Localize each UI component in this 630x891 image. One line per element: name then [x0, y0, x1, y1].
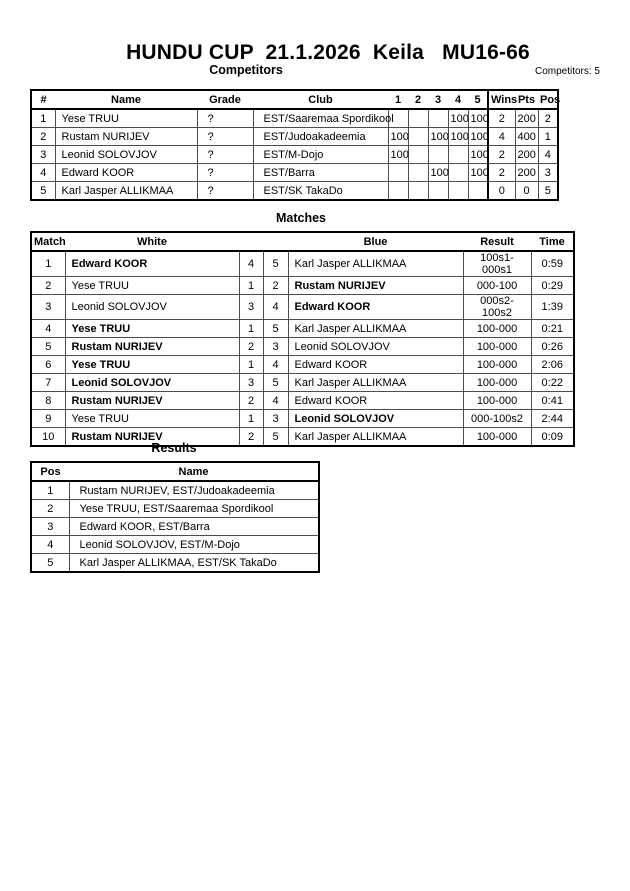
cross-col-3-header: 3: [428, 90, 448, 109]
table-row: [31, 392, 574, 410]
blue-competitor-cell: Karl Jasper ALLIKMAA: [288, 374, 463, 392]
competitor-number-header: #: [31, 90, 55, 109]
blue-number-cell: 3: [263, 338, 288, 356]
competitor-name-header: Name: [55, 90, 197, 109]
blue-competitor-cell: Leonid SOLOVJOV: [288, 338, 463, 356]
match-result-cell: 100-000: [463, 428, 531, 447]
cross-score-cell: [428, 182, 448, 201]
competitor-points-header: Pts: [515, 90, 538, 109]
competitor-wins-cell: 4: [488, 128, 515, 146]
cross-score-cell: [388, 182, 408, 201]
cross-score-cell: [448, 182, 468, 201]
white-competitor-header: White: [65, 232, 239, 251]
match-result-header: Result: [463, 232, 531, 251]
match-result-cell: 100-000: [463, 320, 531, 338]
competitor-grade-cell: ?: [197, 109, 253, 128]
competitor-wins-cell: 2: [488, 164, 515, 182]
blue-competitor-cell: Edward KOOR: [288, 356, 463, 374]
result-name-header: Name: [69, 462, 319, 481]
competitor-grade-cell: ?: [197, 128, 253, 146]
competitor-name-cell: Yese TRUU: [55, 109, 197, 128]
match-result-cell: 100s1-000s1: [463, 251, 531, 277]
white-number-cell: 1: [239, 356, 263, 374]
cross-score-cell: 100: [428, 164, 448, 182]
competitor-club-cell: EST/M-Dojo: [253, 146, 388, 164]
white-number-cell: 2: [239, 428, 263, 447]
table-row: [31, 295, 574, 320]
match-number-cell: 1: [31, 251, 65, 277]
match-number-cell: 4: [31, 320, 65, 338]
result-name-cell: Karl Jasper ALLIKMAA, EST/SK TakaDo: [69, 554, 319, 573]
competitor-number-cell: 5: [31, 182, 55, 201]
blue-competitor-cell: Karl Jasper ALLIKMAA: [288, 428, 463, 447]
result-position-cell: 5: [31, 554, 69, 573]
competitor-position-header: Pos: [538, 90, 558, 109]
result-name-cell: Edward KOOR, EST/Barra: [69, 518, 319, 536]
competitor-club-cell: EST/Judoakadeemia: [253, 128, 388, 146]
competitor-position-cell: 2: [538, 109, 558, 128]
competitor-name-cell: Karl Jasper ALLIKMAA: [55, 182, 197, 201]
competitor-position-cell: 1: [538, 128, 558, 146]
result-name-cell: Yese TRUU, EST/Saaremaa Spordikool: [69, 500, 319, 518]
match-time-cell: 0:09: [531, 428, 574, 447]
competitor-club-header: Club: [253, 90, 388, 109]
match-time-cell: 2:44: [531, 410, 574, 428]
competitor-number-cell: 3: [31, 146, 55, 164]
match-number-cell: 6: [31, 356, 65, 374]
match-number-cell: 9: [31, 410, 65, 428]
results-table: [30, 461, 320, 573]
result-name-cell: Rustam NURIJEV, EST/Judoakadeemia: [69, 481, 319, 500]
blue-number-cell: 4: [263, 392, 288, 410]
cross-score-cell: [408, 164, 428, 182]
result-position-cell: 3: [31, 518, 69, 536]
white-competitor-cell: Rustam NURIJEV: [65, 392, 239, 410]
competitor-grade-header: Grade: [197, 90, 253, 109]
result-position-cell: 1: [31, 481, 69, 500]
table-row: [31, 277, 574, 295]
competitor-wins-cell: 2: [488, 109, 515, 128]
blue-number-cell: 5: [263, 320, 288, 338]
white-competitor-cell: Leonid SOLOVJOV: [65, 295, 239, 320]
competitors-count: Competitors: 5: [534, 66, 600, 77]
competitor-name-cell: Edward KOOR: [55, 164, 197, 182]
blue-number-cell: 2: [263, 277, 288, 295]
result-name-cell: Leonid SOLOVJOV, EST/M-Dojo: [69, 536, 319, 554]
match-result-cell: 000-100: [463, 277, 531, 295]
white-number-cell: 1: [239, 277, 263, 295]
white-number-cell: 2: [239, 338, 263, 356]
match-result-cell: 100-000: [463, 356, 531, 374]
competitor-number-cell: 1: [31, 109, 55, 128]
white-competitor-cell: Yese TRUU: [65, 277, 239, 295]
table-row: [31, 518, 319, 536]
white-number-cell: 3: [239, 374, 263, 392]
cross-score-cell: 100: [388, 128, 408, 146]
table-row: [31, 356, 574, 374]
table-row: [31, 164, 558, 182]
competitor-club-cell: EST/Saaremaa Spordikool: [253, 109, 388, 128]
blue-competitor-cell: Karl Jasper ALLIKMAA: [288, 251, 463, 277]
competitors-table: [30, 89, 559, 201]
match-time-cell: 0:59: [531, 251, 574, 277]
competitor-position-cell: 4: [538, 146, 558, 164]
competitor-name-cell: Rustam NURIJEV: [55, 128, 197, 146]
blue-competitor-cell: Leonid SOLOVJOV: [288, 410, 463, 428]
competitors-header-row: [31, 90, 558, 109]
competitor-wins-cell: 0: [488, 182, 515, 201]
table-row: [31, 500, 319, 518]
match-number-cell: 5: [31, 338, 65, 356]
white-number-header: [239, 232, 263, 251]
competitor-wins-cell: 2: [488, 146, 515, 164]
blue-number-cell: 5: [263, 251, 288, 277]
match-result-cell: 100-000: [463, 338, 531, 356]
cross-score-cell: 100: [468, 128, 488, 146]
competitor-club-cell: EST/SK TakaDo: [253, 182, 388, 201]
table-row: [31, 251, 574, 277]
match-time-cell: 0:29: [531, 277, 574, 295]
cross-score-cell: [448, 146, 468, 164]
table-row: [31, 338, 574, 356]
table-row: [31, 128, 558, 146]
blue-competitor-header: Blue: [288, 232, 463, 251]
white-competitor-cell: Yese TRUU: [65, 320, 239, 338]
blue-competitor-cell: Rustam NURIJEV: [288, 277, 463, 295]
white-number-cell: 3: [239, 295, 263, 320]
competitor-number-cell: 2: [31, 128, 55, 146]
white-competitor-cell: Edward KOOR: [65, 251, 239, 277]
competitor-grade-cell: ?: [197, 164, 253, 182]
competitor-points-cell: 400: [515, 128, 538, 146]
match-result-cell: 100-000: [463, 374, 531, 392]
table-row: [31, 182, 558, 201]
match-number-cell: 3: [31, 295, 65, 320]
blue-competitor-cell: Karl Jasper ALLIKMAA: [288, 320, 463, 338]
white-number-cell: 4: [239, 251, 263, 277]
cross-score-cell: 100: [388, 146, 408, 164]
competitors-section-heading: Competitors: [209, 63, 283, 77]
blue-competitor-cell: Edward KOOR: [288, 392, 463, 410]
white-competitor-cell: Yese TRUU: [65, 356, 239, 374]
competitor-points-cell: 200: [515, 164, 538, 182]
white-number-cell: 1: [239, 320, 263, 338]
blue-number-cell: 4: [263, 295, 288, 320]
competitor-position-cell: 5: [538, 182, 558, 201]
match-time-cell: 1:39: [531, 295, 574, 320]
match-result-cell: 100-000: [463, 392, 531, 410]
cross-score-cell: 100: [448, 109, 468, 128]
result-position-cell: 2: [31, 500, 69, 518]
matches-section-heading: Matches: [275, 211, 327, 225]
match-time-cell: 0:21: [531, 320, 574, 338]
competitor-wins-header: Wins: [488, 90, 515, 109]
competitor-grade-cell: ?: [197, 182, 253, 201]
match-time-cell: 0:22: [531, 374, 574, 392]
blue-number-header: [263, 232, 288, 251]
competitor-name-cell: Leonid SOLOVJOV: [55, 146, 197, 164]
competitor-points-cell: 200: [515, 109, 538, 128]
cross-col-2-header: 2: [408, 90, 428, 109]
blue-competitor-cell: Edward KOOR: [288, 295, 463, 320]
cross-score-cell: 100: [468, 164, 488, 182]
white-number-cell: 2: [239, 392, 263, 410]
white-competitor-cell: Yese TRUU: [65, 410, 239, 428]
cross-score-cell: [428, 109, 448, 128]
match-time-header: Time: [531, 232, 574, 251]
cross-score-cell: 100: [468, 109, 488, 128]
match-time-cell: 0:41: [531, 392, 574, 410]
blue-number-cell: 5: [263, 374, 288, 392]
cross-score-cell: [408, 109, 428, 128]
match-time-cell: 0:26: [531, 338, 574, 356]
white-competitor-cell: Leonid SOLOVJOV: [65, 374, 239, 392]
cross-score-cell: [408, 146, 428, 164]
table-row: [31, 320, 574, 338]
match-number-cell: 7: [31, 374, 65, 392]
table-row: [31, 481, 319, 500]
match-number-cell: 8: [31, 392, 65, 410]
cross-col-4-header: 4: [448, 90, 468, 109]
match-number-cell: 2: [31, 277, 65, 295]
white-number-cell: 1: [239, 410, 263, 428]
cross-score-cell: [408, 128, 428, 146]
cross-score-cell: [428, 146, 448, 164]
cross-score-cell: 100: [468, 146, 488, 164]
match-time-cell: 2:06: [531, 356, 574, 374]
cross-col-5-header: 5: [468, 90, 488, 109]
match-result-cell: 000s2-100s2: [463, 295, 531, 320]
table-row: [31, 374, 574, 392]
page-title: HUNDU CUP 21.1.2026 Keila MU16-66: [126, 41, 530, 64]
cross-score-cell: [468, 182, 488, 201]
results-section-heading: Results: [151, 441, 197, 455]
cross-score-cell: [388, 164, 408, 182]
cross-score-cell: [408, 182, 428, 201]
table-row: [31, 410, 574, 428]
table-row: [31, 109, 558, 128]
table-row: [31, 536, 319, 554]
match-number-cell: 10: [31, 428, 65, 447]
white-competitor-cell: Rustam NURIJEV: [65, 428, 239, 447]
blue-number-cell: 5: [263, 428, 288, 447]
white-competitor-cell: Rustam NURIJEV: [65, 338, 239, 356]
match-result-cell: 000-100s2: [463, 410, 531, 428]
table-row: [31, 554, 319, 573]
table-row: [31, 146, 558, 164]
cross-score-cell: 100: [428, 128, 448, 146]
competitor-position-cell: 3: [538, 164, 558, 182]
cross-col-1-header: 1: [388, 90, 408, 109]
blue-number-cell: 4: [263, 356, 288, 374]
cross-score-cell: [448, 164, 468, 182]
results-header-row: [31, 462, 319, 481]
cross-score-cell: 100: [448, 128, 468, 146]
competitor-points-cell: 200: [515, 146, 538, 164]
matches-header-row: [31, 232, 574, 251]
competitor-club-cell: EST/Barra: [253, 164, 388, 182]
result-position-header: Pos: [31, 462, 69, 481]
competitor-grade-cell: ?: [197, 146, 253, 164]
result-position-cell: 4: [31, 536, 69, 554]
competitor-number-cell: 4: [31, 164, 55, 182]
match-number-header: Match: [31, 232, 65, 251]
competitor-points-cell: 0: [515, 182, 538, 201]
blue-number-cell: 3: [263, 410, 288, 428]
matches-table: [30, 231, 575, 447]
